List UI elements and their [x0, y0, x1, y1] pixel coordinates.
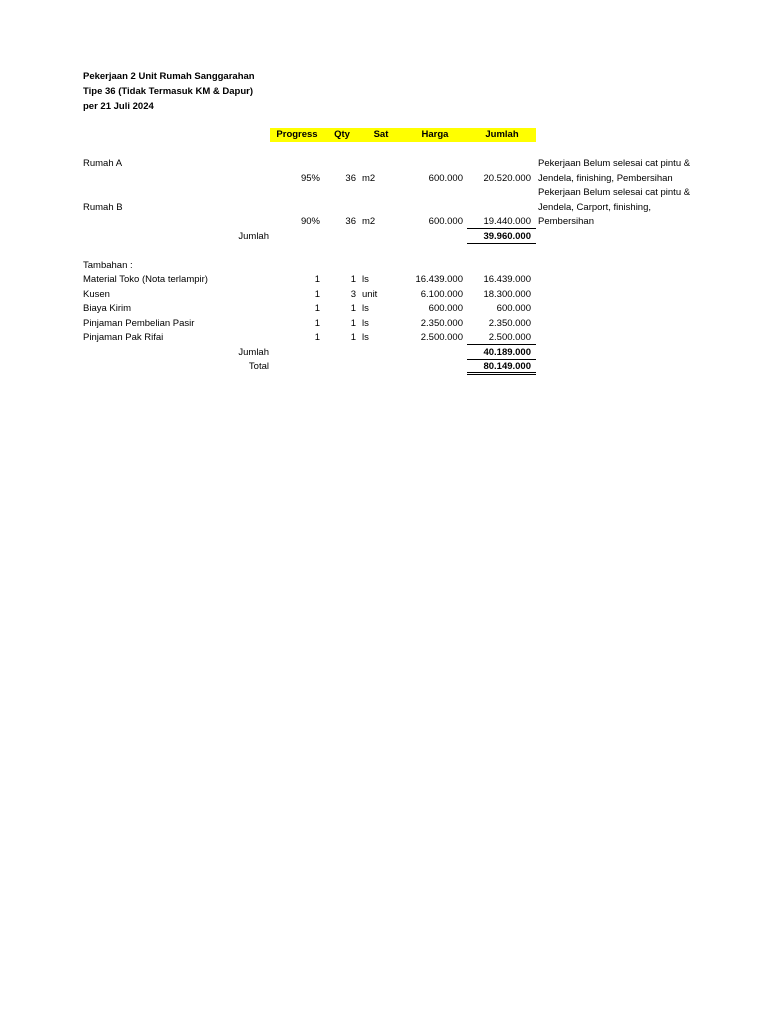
tambahan-item-4-sat: ls — [362, 318, 369, 329]
tambahan-item-2-harga: 6.100.000 — [420, 289, 463, 300]
rumah-a-progress: 95% — [300, 173, 320, 184]
tambahan-item-2-qty: 3 — [350, 289, 356, 300]
tambahan-item-3-harga: 600.000 — [428, 303, 463, 314]
header-qty: Qty — [334, 129, 350, 140]
total-value — [467, 361, 536, 375]
rumah-b-jumlah-value: 19.440.000 — [483, 216, 531, 227]
total-label: Total — [248, 361, 269, 372]
rumah-a-name: Rumah A — [83, 158, 123, 169]
header-sat: Sat — [373, 129, 389, 140]
rumah-a-note-line-1: Pekerjaan Belum selesai cat pintu & — [538, 158, 691, 169]
tambahan-item-1-qty: 1 — [350, 274, 356, 285]
subtotal-1-label: Jumlah — [238, 231, 269, 242]
total-value-text: 80.149.000 — [483, 361, 531, 372]
subtotal-2-label: Jumlah — [238, 347, 269, 358]
tambahan-item-5-jumlah-value: 2.500.000 — [488, 332, 531, 343]
tambahan-item-2-name: Kusen — [83, 289, 110, 300]
subtotal-2-value — [467, 347, 536, 360]
tambahan-item-4-progress: 1 — [314, 318, 320, 329]
rumah-b-progress: 90% — [300, 216, 320, 227]
tambahan-item-3-progress: 1 — [314, 303, 320, 314]
tambahan-item-3-qty: 1 — [350, 303, 356, 314]
tambahan-item-1-jumlah: 16.439.000 — [483, 274, 531, 285]
rumah-a-note-line-2: Jendela, finishing, Pembersihan — [538, 173, 673, 184]
tambahan-item-1-harga: 16.439.000 — [415, 274, 463, 285]
tambahan-item-5-sat: ls — [362, 332, 369, 343]
rumah-b-note-line-3: Pembersihan — [538, 216, 594, 227]
tambahan-item-4-jumlah: 2.350.000 — [488, 318, 531, 329]
rumah-b-name: Rumah B — [83, 202, 123, 213]
subtotal-1-value-text: 39.960.000 — [483, 231, 531, 242]
tambahan-item-1-name: Material Toko (Nota terlampir) — [83, 274, 208, 285]
tambahan-heading: Tambahan : — [83, 260, 133, 271]
header-jumlah: Jumlah — [485, 129, 519, 140]
tambahan-item-1-sat: ls — [362, 274, 369, 285]
rumah-b-qty: 36 — [345, 216, 356, 227]
rumah-b-jumlah — [467, 216, 536, 229]
title-line-2: Tipe 36 (Tidak Termasuk KM & Dapur) — [83, 86, 253, 97]
tambahan-item-4-qty: 1 — [350, 318, 356, 329]
rumah-b-sat: m2 — [362, 216, 376, 227]
tambahan-item-5-name: Pinjaman Pak Rifai — [83, 332, 164, 343]
header-harga: Harga — [421, 129, 449, 140]
rumah-a-jumlah: 20.520.000 — [483, 173, 531, 184]
tambahan-item-1-progress: 1 — [314, 274, 320, 285]
tambahan-item-5-jumlah — [467, 332, 536, 345]
rumah-a-qty: 36 — [345, 173, 356, 184]
tambahan-item-2-progress: 1 — [314, 289, 320, 300]
subtotal-2-value-text: 40.189.000 — [483, 347, 531, 358]
title-line-3: per 21 Juli 2024 — [83, 101, 154, 112]
rumah-a-sat: m2 — [362, 173, 376, 184]
tambahan-item-4-name: Pinjaman Pembelian Pasir — [83, 318, 195, 329]
rumah-b-harga: 600.000 — [428, 216, 463, 227]
tambahan-item-5-progress: 1 — [314, 332, 320, 343]
title-line-1: Pekerjaan 2 Unit Rumah Sanggarahan — [83, 71, 255, 82]
header-progress: Progress — [276, 129, 318, 140]
tambahan-item-2-sat: unit — [362, 289, 378, 300]
rumah-b-note-line-1: Pekerjaan Belum selesai cat pintu & — [538, 187, 691, 198]
rumah-b-note-line-2: Jendela, Carport, finishing, — [538, 202, 652, 213]
tambahan-item-3-jumlah: 600.000 — [496, 303, 531, 314]
rumah-a-harga: 600.000 — [428, 173, 463, 184]
tambahan-item-5-harga: 2.500.000 — [420, 332, 463, 343]
tambahan-item-2-jumlah: 18.300.000 — [483, 289, 531, 300]
tambahan-item-4-harga: 2.350.000 — [420, 318, 463, 329]
tambahan-item-5-qty: 1 — [350, 332, 356, 343]
tambahan-item-3-name: Biaya Kirim — [83, 303, 132, 314]
subtotal-1-value — [467, 231, 536, 244]
tambahan-item-3-sat: ls — [362, 303, 369, 314]
